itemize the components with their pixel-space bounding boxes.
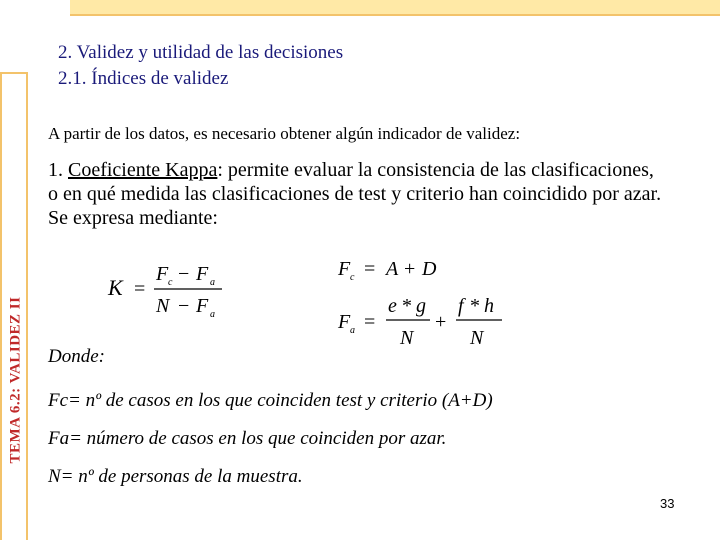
fa-g: g (416, 295, 426, 317)
fa-plus: + (435, 311, 447, 333)
formula-fc-sub: c (168, 277, 173, 288)
definition-fc: Fc= nº de casos en los que coinciden test y criterio (A+D) (48, 390, 493, 411)
formula-fc-f: F (156, 263, 169, 285)
formula-n: N (156, 295, 170, 317)
fc-a: A (386, 258, 399, 280)
fa-formula (334, 288, 514, 352)
kappa-line-3: Se expresa mediante: (48, 207, 218, 229)
donde-label: Donde: (48, 346, 105, 367)
formula-fa-f-top: F (196, 263, 209, 285)
formula-minus-top: − (178, 263, 190, 285)
fa-n-1: N (400, 327, 414, 349)
kappa-prefix: 1. (48, 159, 68, 181)
fc-d: D (422, 258, 437, 280)
page-title: 2. Validez y utilidad de las decisiones (58, 42, 344, 63)
fa-n-2: N (470, 327, 484, 349)
fa-sub: a (350, 325, 355, 336)
page-number: 33 (660, 496, 675, 511)
fa-eq: = (364, 311, 376, 333)
kappa-line-1-rest: : permite evaluar la consistencia de las clasificaciones, (217, 159, 654, 181)
intro-text: A partir de los datos, es necesario obtener algún indicador de validez: (48, 124, 521, 143)
definition-n: N= nº de personas de la muestra. (48, 466, 303, 487)
fc-plus: + (404, 258, 416, 280)
formula-fa-f-bottom: F (196, 295, 209, 317)
fa-star-1: * (402, 295, 412, 317)
page-subtitle: 2.1. Índices de validez (58, 68, 229, 89)
fc-formula (334, 252, 454, 284)
formula-fa-sub-bottom: a (210, 309, 215, 320)
fa-f: F (338, 311, 351, 333)
kappa-line-2: o en qué medida las clasificaciones de test y criterio han coincidido por azar. (48, 183, 662, 205)
formula-fa-sub-top: a (210, 277, 215, 288)
definition-fa: Fa= número de casos en los que coinciden por azar. (48, 428, 447, 449)
kappa-line-1 (48, 158, 716, 182)
kappa-term: Coeficiente Kappa (68, 159, 218, 181)
formula-k: K (108, 275, 123, 300)
sidebar-label: TEMA 6.2: VALIDEZ II (7, 296, 24, 464)
fa-star-2: * (470, 295, 480, 317)
fa-e: e (388, 295, 397, 317)
kappa-formula (104, 250, 234, 330)
kappa-paragraph (48, 158, 716, 230)
side-decoration-bar (0, 72, 28, 540)
top-decoration-bar (70, 0, 720, 16)
formula-eq: = (134, 278, 146, 300)
fc-eq: = (364, 258, 376, 280)
fa-h: h (484, 295, 494, 317)
fa-f-lower: f (458, 295, 464, 317)
fc-f: F (338, 258, 351, 280)
fc-sub: c (350, 272, 355, 283)
formula-minus-bottom: − (178, 295, 190, 317)
